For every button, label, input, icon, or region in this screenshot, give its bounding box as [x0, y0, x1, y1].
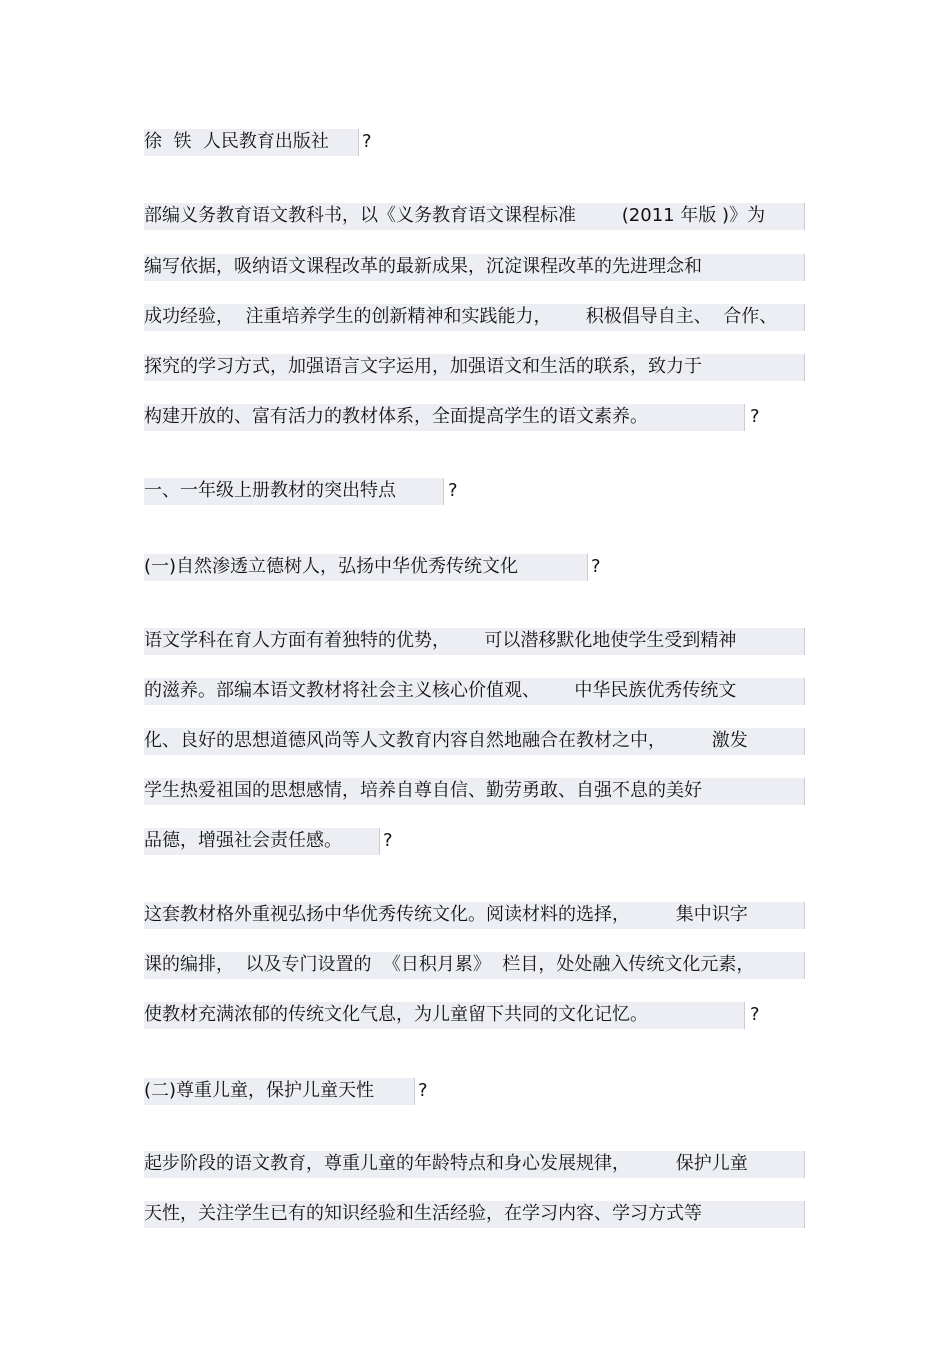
- paragraph-marker: ?: [362, 131, 372, 152]
- paragraph-marker: ?: [448, 480, 458, 501]
- paragraph-marker: ?: [750, 1004, 760, 1025]
- subheading-text: (二)尊重儿童，保护儿童天性: [144, 1080, 375, 1101]
- text-line: 课的编排， 以及专门设置的 《日积月累》 栏目，处处融入传统文化元素，: [144, 954, 755, 975]
- paragraph-marker: ?: [418, 1080, 428, 1101]
- text-line: 这套教材格外重视弘扬中华优秀传统文化。阅读材料的选择， 集中识字: [144, 904, 748, 925]
- text-line: 语文学科在育人方面有着独特的优势， 可以潜移默化地使学生受到精神: [144, 630, 737, 651]
- paragraph-marker: ?: [591, 556, 601, 577]
- text-line: 探究的学习方式，加强语言文字运用，加强语文和生活的联系，致力于: [144, 356, 702, 377]
- text-line: 构建开放的、富有活力的教材体系，全面提高学生的语文素养。: [144, 406, 648, 427]
- text-line: 使教材充满浓郁的传统文化气息，为儿童留下共同的文化记忆。: [144, 1004, 648, 1025]
- text-line: 学生热爱祖国的思想感情，培养自尊自信、勤劳勇敢、自强不息的美好: [144, 780, 702, 801]
- text-line: 的滋养。部编本语文教材将社会主义核心价值观、 中华民族优秀传统文: [144, 680, 737, 701]
- text-line: 起步阶段的语文教育，尊重儿童的年龄特点和身心发展规律， 保护儿童: [144, 1153, 748, 1174]
- subheading-text: (一)自然渗透立德树人，弘扬中华优秀传统文化: [144, 556, 519, 577]
- text-line: 品德，增强社会责任感。: [144, 830, 342, 851]
- text-line: 成功经验， 注重培养学生的创新精神和实践能力， 积极倡导自主、 合作、: [144, 306, 778, 327]
- text-line: 天性，关注学生已有的知识经验和生活经验，在学习内容、学习方式等: [144, 1203, 702, 1224]
- paragraph-marker: ?: [383, 830, 393, 851]
- text-line: 编写依据，吸纳语文课程改革的最新成果，沉淀课程改革的先进理念和: [144, 256, 702, 277]
- heading-text: 一、一年级上册教材的突出特点: [144, 480, 396, 501]
- author-text: 徐 铁 人民教育出版社: [144, 131, 329, 152]
- text-line: 化、良好的思想道德风尚等人文教育内容自然地融合在教材之中， 激发: [144, 730, 748, 751]
- paragraph-marker: ?: [750, 406, 760, 427]
- text-line: 部编义务教育语文教科书，以《义务教育语文课程标准 (2011 年版 )》为: [144, 205, 766, 226]
